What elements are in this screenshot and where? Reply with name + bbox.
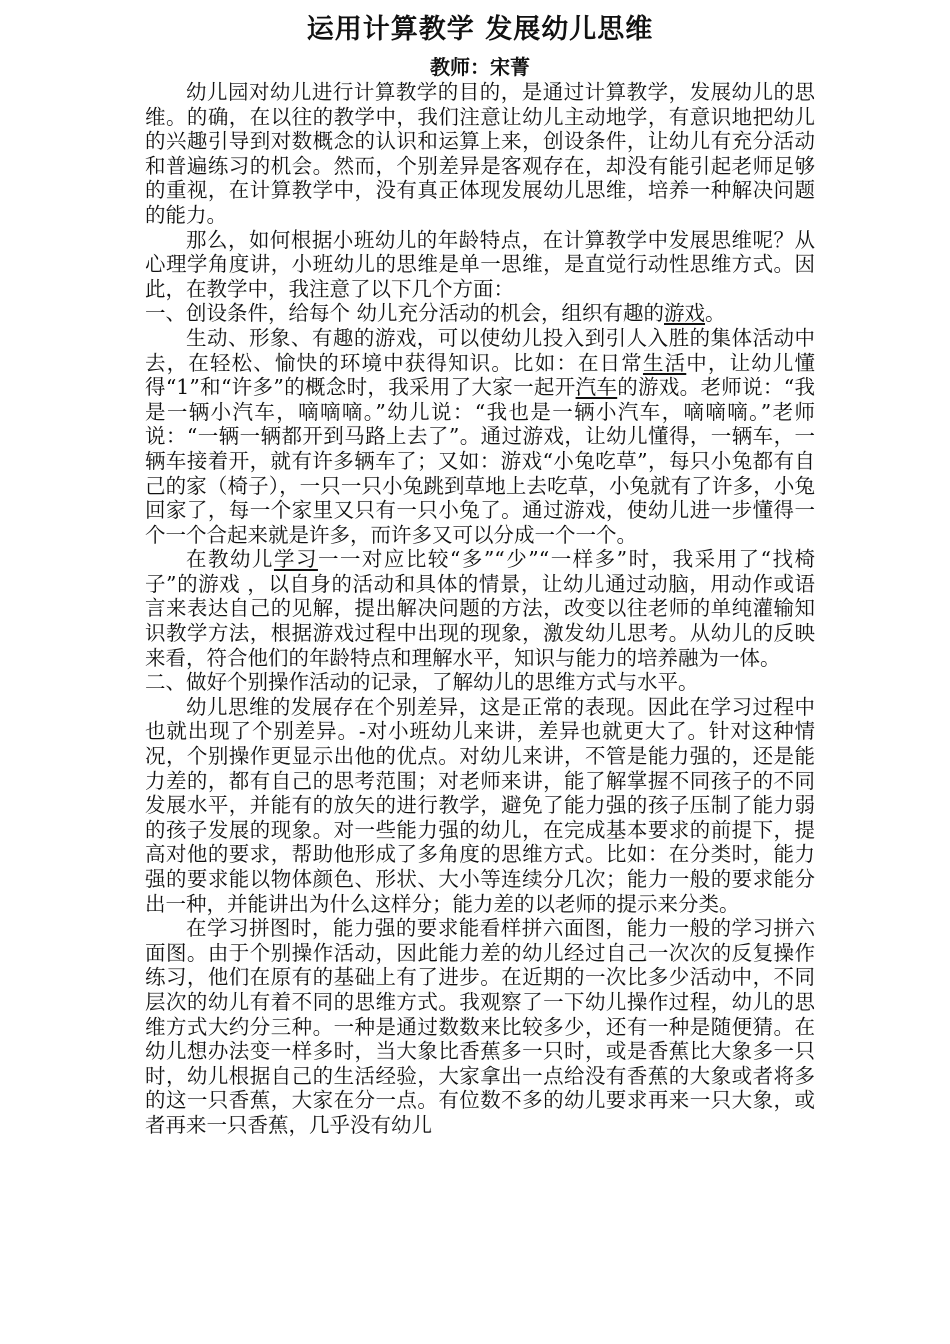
paragraph-text: 生动、形象、有趣的游戏，可以使幼儿投入到引人入胜的集体活动中去，在轻松、愉快的环境中获得知识。比如：在日常 [145, 325, 815, 375]
paragraph-text: 中，让幼儿懂得“1”和“许多”的概念时，我采用了大家一起开 [145, 350, 816, 400]
body-paragraph [145, 695, 815, 916]
paragraph-text: 。 [705, 301, 726, 326]
underlined-keyword: 生活 [642, 350, 687, 375]
body-paragraph [145, 228, 815, 302]
paragraph-text: 一一对应比较“多”“少”“一样多”时，我采用了“找椅子”的游戏 ，以自身的活动和具体的情景，让幼儿通过动脑，用动作或语言来表达自己的见解，提出解决问题的方法，改变以往老师的单纯灌输知识教学方法，根据游戏过程中出现的现象，激发幼儿思考。从幼儿的反映来看，符合他们的年龄特点和理解水平，知识与能力的培养融为一体。 [145, 547, 816, 670]
paragraph-text: 的游戏。老师说：“我是一辆小汽车，嘀嘀嘀。”幼儿说：“我也是一辆小汽车，嘀嘀嘀。”老师说：“一辆一辆都开到马路上去了”。通过游戏，让幼儿懂得，一辆车，一辆车接着开，就有许多辆车了；又如：游戏“小兔吃草”，每只小兔都有自己的家（椅子），一只一只小兔跳到草地上去吃草，小兔就有了许多，小兔回家了，每一个家里又只有一只小兔了。通过游戏，使幼儿进一步懂得一个一个合起来就是许多，而许多又可以分成一个一个。 [145, 375, 816, 547]
paragraph-text: 一、创设条件，给每个 幼儿充分活动的机会，组织有趣的 [145, 301, 665, 326]
paragraph-text: 在教幼儿 [186, 547, 274, 572]
body-paragraph [145, 326, 815, 547]
underlined-keyword: 游戏 [664, 301, 706, 326]
paragraph-text: 那么，如何根据小班幼儿的年龄特点，在计算教学中发展思维呢？从心理学角度讲，小班幼儿的思维是单一思维，是直觉行动性思维方式。因此，在教学中，我注意了以下几个方面： [145, 227, 815, 301]
underlined-keyword: 学习 [273, 547, 318, 572]
paragraph-text: 二、做好个别操作活动的记录，了解幼儿的思维方式与水平。 [145, 670, 699, 695]
body-paragraph [145, 916, 815, 1137]
body-paragraph [145, 547, 815, 670]
paragraph-text: 幼儿思维的发展存在个别差异，这是正常的表现。因此在学习过程中也就出现了个别差异。-对小班幼儿来讲，差异也就更大了。针对这种情况，个别操作更显示出他的优点。对幼儿来讲，不管是能力强的，还是能力差的，都有自己的思考范围；对老师来讲，能了解掌握不同孩子的不同发展水平，并能有的放矢的进行教学，避免了能力强的孩子压制了能力弱的孩子发展的现象。对一些能力强的幼儿，在完成基本要求的前提下，提高对他的要求，帮助他形成了多角度的思维方式。比如：在分类时，能力强的要求能以物体颜色、形状、大小等连续分几次；能力一般的要求能分出一种，并能讲出为什么这样分；能力差的以老师的提示来分类。 [145, 694, 815, 916]
paragraph-text: 幼儿园对幼儿进行计算教学的目的，是通过计算教学，发展幼儿的思维。的确，在以往的教学中，我们注意让幼儿主动地学，有意识地把幼儿的兴趣引导到对数概念的认识和运算上来，创设条件，让幼儿有充分活动和普遍练习的机会。然而，个别差异是客观存在，却没有能引起老师足够的重视，在计算教学中，没有真正体现发展幼儿思维，培养一种解决问题的能力。 [145, 80, 815, 227]
document-page [145, 0, 815, 1138]
underlined-keyword: 汽车 [575, 375, 618, 400]
paragraph-text: 在学习拼图时，能力强的要求能看样拼六面图，能力一般的学习拼六面图。由于个别操作活动，因此能力差的幼儿经过自己一次次的反复操作练习，他们在原有的基础上有了进步。在近期的一次比多少活动中，不同层次的幼儿有着不同的思维方式。我观察了一下幼儿操作过程，幼儿的思维方式大约分三种。一种是通过数数来比较多少，还有一种是随便猜。在幼儿想办法变一样多时，当大象比香蕉多一只时，或是香蕉比大象多一只时，幼儿根据自己的生活经验，大家拿出一点给没有香蕉的大象或者将多的这一只香蕉，大家在分一点。有位数不多的幼儿要求再来一只大象，或者再来一只香蕉，几乎没有幼儿 [145, 916, 815, 1137]
author-line: 教师：宋菁 [430, 55, 530, 79]
section-heading [145, 301, 815, 326]
document-title: 运用计算教学 发展幼儿思维 [306, 14, 654, 45]
body-paragraph [145, 80, 815, 228]
document-body [145, 80, 815, 1138]
section-heading [145, 670, 815, 695]
